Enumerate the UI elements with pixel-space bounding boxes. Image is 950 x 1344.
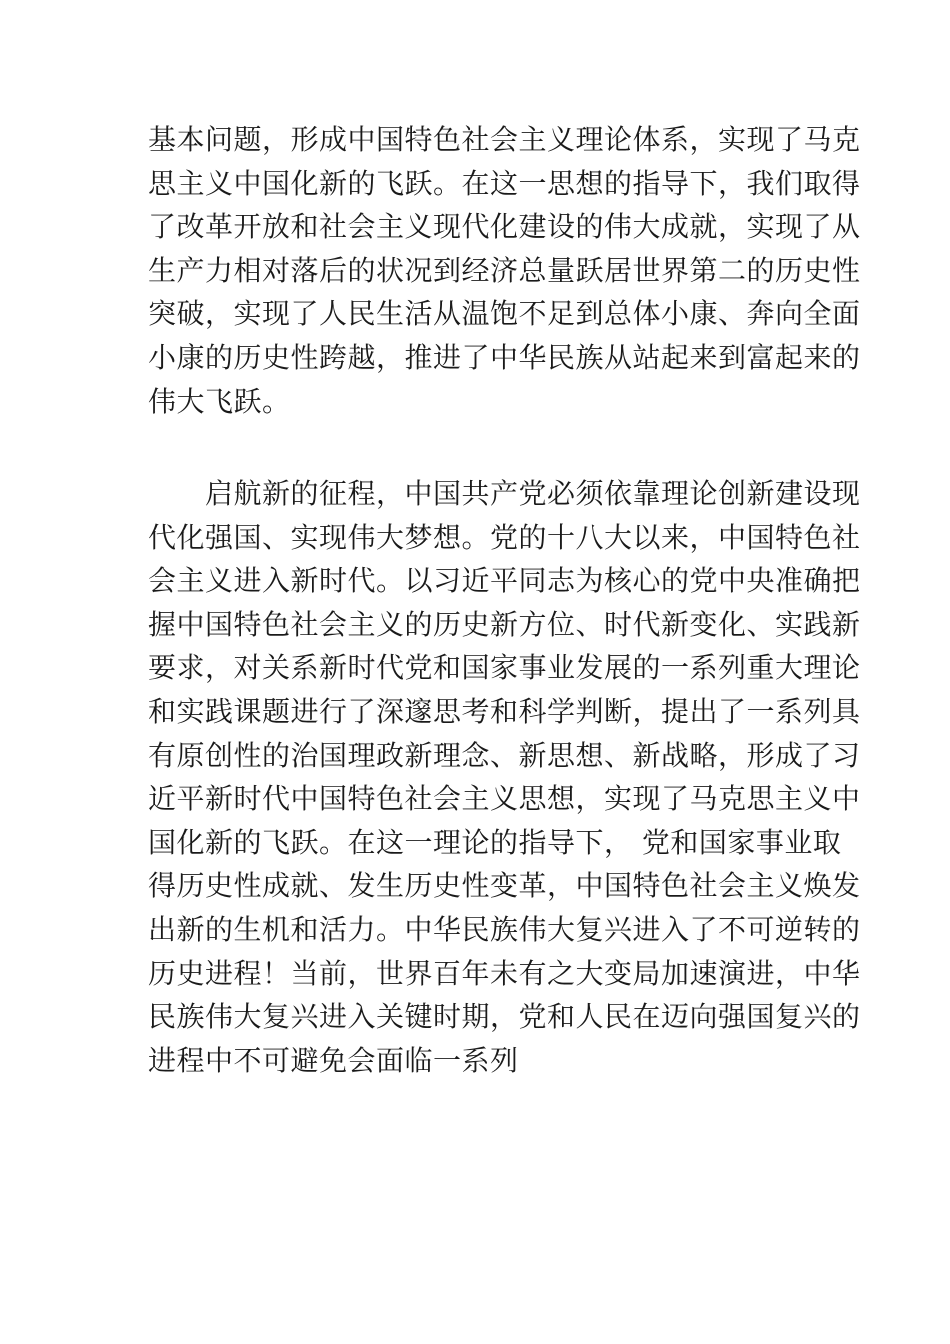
paragraph-line: 要求，对关系新时代党和国家事业发展的一系列重大理论	[148, 651, 861, 685]
paragraph-line: 启航新的征程，中国共产党必须依靠理论创新建设现	[148, 477, 861, 510]
paragraph-line: 近平新时代中国特色社会主义思想，实现了马克思主义中	[148, 782, 861, 816]
paragraph-line: 和实践课题进行了深邃思考和科学判断，提出了一系列具	[148, 694, 861, 728]
paragraph-line: 生产力相对落后的状况到经济总量跃居世界第二的历史性	[148, 253, 861, 287]
paragraph-line: 突破，实现了人民生活从温饱不足到总体小康、奔向全面	[148, 297, 861, 331]
paragraph-line: 思主义中国化新的飞跃。在这一思想的指导下，我们取得	[148, 166, 861, 200]
paragraph-line: 会主义进入新时代。以习近平同志为核心的党中央准确把	[148, 564, 861, 598]
paragraph-line: 伟大飞跃。	[148, 384, 291, 418]
paragraph-line: 进程中不可避免会面临一系列	[148, 1043, 519, 1077]
paragraph-line: 得历史性成就、发生历史性变革，中国特色社会主义焕发	[148, 869, 861, 903]
paragraph-line: 握中国特色社会主义的历史新方位、时代新变化、实践新	[148, 607, 861, 641]
paragraph-line: 基本问题，形成中国特色社会主义理论体系，实现了马克	[148, 123, 861, 156]
paragraph-line: 有原创性的治国理政新理念、新思想、新战略，形成了习	[148, 738, 861, 772]
paragraph-1	[148, 118, 861, 423]
paragraph-line: 民族伟大复兴进入关键时期，党和人民在迈向强国复兴的	[148, 1000, 861, 1034]
paragraph-line: 小康的历史性跨越，推进了中华民族从站起来到富起来的	[148, 340, 861, 374]
paragraph-line: 出新的生机和活力。中华民族伟大复兴进入了不可逆转的	[148, 912, 861, 946]
paragraph-2	[148, 472, 861, 1082]
paragraph-line: 历史进程！当前，世界百年未有之大变局加速演进，中华	[148, 956, 861, 990]
paragraph-line: 国化新的飞跃。在这一理论的指导下， 党和国家事业取	[148, 825, 842, 859]
paragraph-line: 了改革开放和社会主义现代化建设的伟大成就，实现了从	[148, 210, 861, 244]
paragraph-line: 代化强国、实现伟大梦想。党的十八大以来，中国特色社	[148, 520, 861, 554]
